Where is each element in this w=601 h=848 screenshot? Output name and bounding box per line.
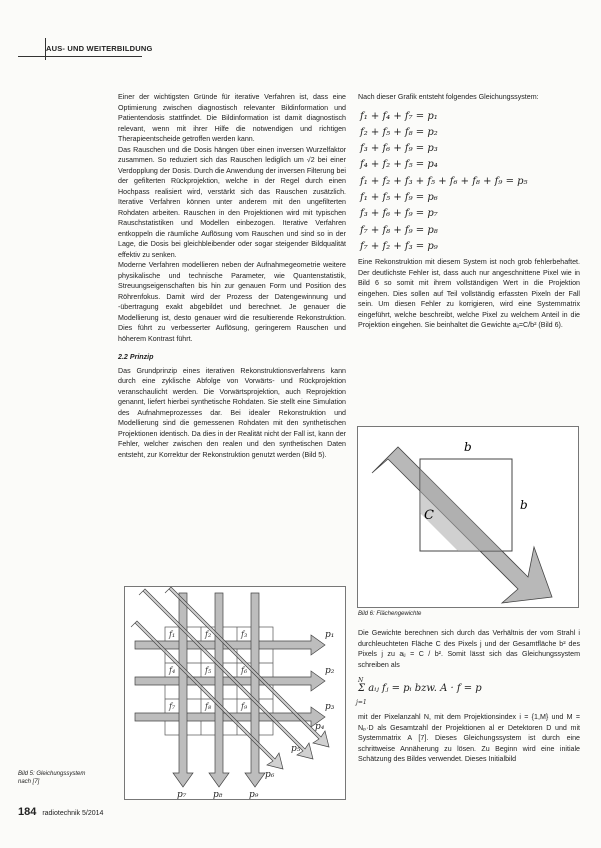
paragraph: Nach dieser Grafik entsteht folgendes Gleichungssystem: — [358, 93, 539, 101]
equation: f₁ + f₅ + f₉ = p₆ — [360, 191, 438, 203]
label-f3: f₃ — [241, 630, 248, 639]
paragraph: Die Gewichte berechnen sich durch das Verhältnis der vom Strahl i durchleuchteten Fläche C des Pixels j und der Gesamtfläche b² des Pixels j zu aᵢⱼ = C / b². Somit lässt sich das Gleichungssystem schreiben als — [358, 629, 580, 669]
label-p2: p₂ — [325, 666, 335, 676]
label-f6: f₆ — [241, 666, 248, 675]
label-p1: p₁ — [325, 630, 335, 640]
label-p3: p₃ — [325, 702, 335, 712]
label-b-right: b — [520, 498, 528, 512]
equation: f₁ + f₄ + f₇ = p₁ — [360, 110, 438, 122]
label-f1: f₁ — [169, 630, 176, 639]
journal-name: radiotechnik 5/2014 — [42, 810, 104, 817]
equation: f₁ + f₂ + f₃ + f₅ + f₆ + f₈ + f₉ = p₅ — [360, 175, 528, 187]
arrow-col3 — [245, 593, 265, 787]
label-p9: p₉ — [249, 790, 259, 799]
equation-system — [360, 109, 580, 256]
label-f7: f₇ — [169, 702, 176, 711]
sum-upper-limit: N — [358, 677, 364, 684]
right-column-continued — [358, 628, 580, 765]
figure-5-caption: Bild 5: Gleichungssystem nach [7] — [18, 771, 86, 785]
page-footer — [18, 806, 103, 818]
label-c: C — [424, 508, 434, 523]
sum-formula — [358, 676, 580, 706]
figure-6 — [357, 426, 579, 608]
paragraph: Einer der wichtigsten Gründe für iterative Verfahren ist, dass eine Optimierung zwischen diagnostisch relevanter Bildinformation und Patientendosis stattfindet. Die Bildinformation ist damit diagnostisch relevant, wenn mit ihrer Hilfe die notwendigen und richtigen Therapieentscheide getroffen werden kann. — [118, 93, 346, 143]
arrow-row1 — [135, 635, 325, 655]
paragraph: mit der Pixelanzahl N, mit dem Projektionsindex i = {1,M} und M = Nₚ·D als Gesamtzahl der Projektionen al er Detektoren D und mit Systemmatrix A [7]. Dieses Gleichungssystem ist durch eine schrittweise Annäherung zu lösen. Zu Beginn wird eine initiale Schätzung des Bildes verwendet. Dieses Initialbild — [358, 713, 580, 763]
label-p8: p₈ — [213, 790, 223, 799]
right-column — [358, 92, 580, 331]
figure-5-drawing — [125, 587, 345, 799]
label-f4: f₄ — [169, 666, 176, 675]
paragraph: Das Rauschen und die Dosis hängen über einen inversen Wurzelfaktor zusammen. So reduziert sich das Rauschen lediglich um √2 bei einer Verdopplung der Dosis. Durch die Anwendung der inversen Filterung bei der gefilterten Rückprojektion, welche in der Regel durch einen Hochpass realisiert wird, verstärkt sich das Rauschen zusätzlich. Iterative Verfahren können unter anderem mit den ungefilterten Rohdaten arbeiten. Rauschen in den Projektionen wird mit typischen Rauschstatistiken und Modellen einbezogen. Iterative Verfahren entkoppeln die räumliche Auflösung vom Rauschen und sind so in der Lage, die Dosis bei gleichbleibender oder sogar steigender Bildqualität effektiv zu senken. — [118, 145, 346, 259]
equation: f₇ + f₈ + f₉ = p₈ — [360, 224, 438, 236]
figure-6-drawing — [358, 427, 578, 607]
arrow-col2 — [209, 593, 229, 787]
label-f9: f₉ — [241, 702, 248, 711]
page-number: 184 — [18, 806, 37, 818]
label-p4: p₄ — [315, 722, 325, 732]
figure-6-caption: Bild 6: Flächengewichte — [358, 611, 422, 617]
sum-lower-limit: j=1 — [356, 699, 367, 706]
label-b-top: b — [464, 440, 472, 454]
subsection-heading: 2.2 Prinzip — [118, 353, 154, 361]
equation: f₃ + f₆ + f₉ = p₃ — [360, 143, 438, 155]
label-p7: p₇ — [177, 790, 187, 799]
sum-expression: Σ aᵢⱼ fⱼ = pᵢ bzw. A · f = p — [358, 683, 482, 694]
label-f2: f₂ — [205, 630, 212, 639]
label-f5: f₅ — [205, 666, 212, 675]
equation: f₇ + f₂ + f₃ = p₉ — [360, 240, 438, 252]
label-p6: p₆ — [265, 770, 275, 780]
equation: f₄ + f₂ + f₅ = p₄ — [360, 159, 438, 171]
label-p5: p₅ — [291, 744, 301, 754]
equation: f₃ + f₆ + f₉ = p₇ — [360, 208, 438, 220]
left-column — [118, 92, 346, 460]
figure-5 — [124, 586, 346, 800]
label-f8: f₈ — [205, 702, 212, 711]
section-header — [18, 44, 153, 57]
equation: f₂ + f₅ + f₈ = p₂ — [360, 126, 438, 138]
paragraph: Das Grundprinzip eines iterativen Rekonstruktionsverfahrens kann durch eine zyklische Abfolge von Vorwärts- und Rückprojektion veranschaulicht werden. Die Vorwärtsprojektion, auch Reprojektion genannt, liefert hierbei synthetische Rohdaten. Sie stellt eine Simulation des Aufnahmeprozesses dar. Bei idealer Rekonstruktion und Modellierung sind die gemessenen Rohdaten mit den synthetischen Projektionen identisch. Da dies in der Realität nicht der Fall ist, kann der Fehler, welcher zwischen den realen und den synthetischen Daten entsteht, zur Korrektur der Rekonstruktion genutzt werden (Bild 5). — [118, 366, 346, 459]
paragraph: Eine Rekonstruktion mit diesem System ist noch grob fehlerbehaftet. Der deutlichste Fehler ist, dass auch nur angeschnittene Pixel wie in Bild 6 so somit mit ihrem vollständigen Wert in die Projektion eingehen. Dies sollen auf Teil vollständig erfassten Pixeln der Fall sein. Um diesen Fehler zu korrigieren, wird eine Systemmatrix eingeführt, welche beschreibt, welche Pixel zu welchem Anteil in die Projektion eingehen. Sie beinhaltet die Gewichte aᵢⱼ=C/b² (Bild 6). — [358, 258, 580, 330]
section-title: AUS- UND WEITERBILDUNG — [46, 44, 153, 53]
paragraph: Moderne Verfahren modellieren neben der Aufnahmegeometrie weitere physikalische und technische Parameter, wie Quantenstatistik, Streuungseigenschaften bis hin zur genauen Form und Position des Röhrenfokus. Damit wird der Prozess der Datengewinnung und -übertragung exakt abgebildet und berechnet. Je genauer die Modellierung ist, desto genauer wird die resultierende Rekonstruktion. Dies führt zu verbesserter Auflösung, geringerem Rauschen und höherem Kontrast führt. — [118, 261, 346, 343]
